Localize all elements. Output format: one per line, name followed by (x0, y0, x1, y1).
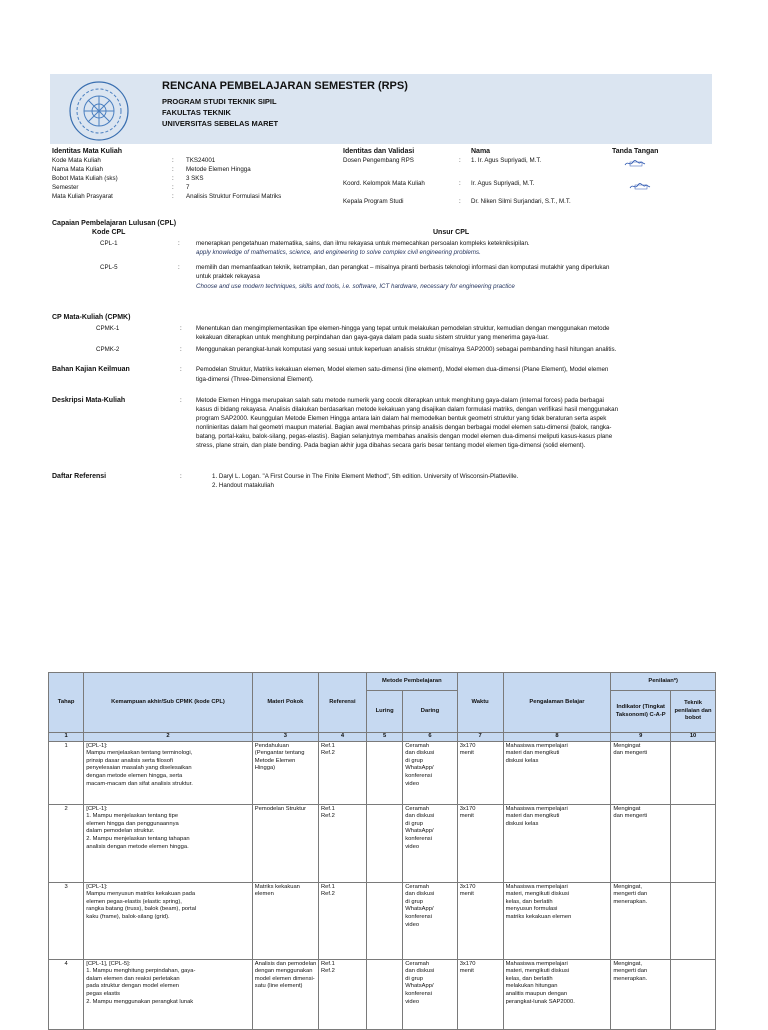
identity-value: Analisis Struktur Formulasi Matriks (186, 193, 282, 200)
cell-line: Ref.1 (320, 805, 335, 812)
cell-waktu (457, 741, 503, 804)
cell-line: WhatsApp/ (405, 906, 434, 913)
column-number: 2 (84, 733, 253, 742)
cell-line: konferensi (405, 835, 432, 842)
cell-line: 3x170 (459, 960, 476, 967)
referensi-item: 2. Handout matakuliah (212, 482, 274, 489)
header-waktu: Waktu (457, 673, 503, 733)
cell-line: menit (459, 968, 474, 975)
cell-line: Mampu menjelaskan tentang terminologi, (86, 750, 193, 757)
identity-label: Mata Kuliah Prasyarat (52, 193, 113, 200)
colon: : (180, 397, 182, 404)
referensi-item: 1. Daryl L. Logan. "A First Course in The Finite Element Method", 5th edition. University of Wisconsin-Platteville. (212, 473, 519, 480)
cell-line: dan diskusi (405, 891, 435, 898)
deskripsi-text: Metode Elemen Hingga merupakan salah satu metode numerik yang cocok diterapkan untuk menghitung gaya-dalam (internal forces) pada berbagai (196, 397, 604, 404)
deskripsi-heading: Deskripsi Mata-Kuliah (52, 397, 126, 404)
bahan-text: tiga-dimensi (Three-Dimensional Element). (196, 376, 314, 383)
cell-kemampuan (84, 959, 253, 1029)
program-name: PROGRAM STUDI TEKNIK SIPIL (162, 97, 277, 106)
cell-luring (366, 804, 402, 882)
table-row (49, 882, 716, 959)
cell-line: Ref.1 (320, 742, 335, 749)
cell-line: Metode Elemen (254, 757, 296, 764)
cell-kemampuan (84, 741, 253, 804)
validation-name: 1. Ir. Agus Supriyadi, M.T. (471, 157, 542, 164)
identity-value: TKS24001 (186, 157, 216, 164)
cell-pengalaman (503, 804, 611, 882)
cell-line: 3x170 (459, 742, 476, 749)
colon: : (172, 193, 174, 200)
cpl-text-en: apply knowledge of mathematics, science, and engineering to solve complex civil engineering problems. (196, 249, 481, 256)
signature-heading: Tanda Tangan (612, 148, 659, 155)
cell-line: 1. Mampu menghitung perpindahan, gaya- (86, 968, 196, 975)
cpmk-text: Menggunakan perangkat-lunak komputasi yang sesuai untuk keperluan analisis struktur (misalnya SAP2000) sebagai pembanding hasil hitungan analitis. (196, 346, 617, 353)
cell-line: Ref.2 (320, 891, 335, 898)
cell-line: [CPL-1], [CPL-5]: (86, 960, 131, 967)
header-teknik: Teknik penilaian dan bobot (671, 691, 716, 733)
cell-pengalaman (503, 959, 611, 1029)
cell-luring (366, 741, 402, 804)
cell-line: analisis dengan metode elemen hingga. (86, 843, 189, 850)
cell-line: Hingga) (254, 765, 276, 772)
cell-line: dan diskusi (405, 813, 435, 820)
cell-luring (366, 959, 402, 1029)
cell-line: dan mengerti (613, 750, 648, 757)
cell-teknik (671, 959, 716, 1029)
university-name: UNIVERSITAS SEBELAS MARET (162, 119, 279, 128)
cell-line: penyelesaian masalah yang diselesaikan (86, 765, 192, 772)
name-heading: Nama (471, 148, 491, 155)
column-number: 1 (49, 733, 84, 742)
header-materi: Materi Pokok (252, 673, 318, 733)
cell-line: mengerti dan (613, 891, 648, 898)
colon: : (172, 166, 174, 173)
cell-waktu (457, 959, 503, 1029)
cell-line: melakukan hitungan (505, 983, 558, 990)
cell-line: materi dan mengikuti (505, 813, 560, 820)
cell-waktu (457, 882, 503, 959)
cell-line: dan diskusi (405, 750, 435, 757)
colon: : (172, 175, 174, 182)
cell-materi (252, 959, 318, 1029)
column-number: 5 (366, 733, 402, 742)
identity-label: Kode Mata Kuliah (52, 157, 101, 164)
cell-line: video (405, 998, 420, 1005)
header-penilaian: Penilaian*) (611, 673, 716, 691)
cell-line: Mengingat, (613, 960, 643, 967)
cell-line: (Pengantar tentang (254, 750, 305, 757)
cell-line: mengerti dan (613, 968, 648, 975)
deskripsi-text: program SAP2000. Keunggulan Metode Elemen Hingga antara lain dalam hal memodelkan bentuk geometri struktur yang tidak beraturan serta aspek (196, 415, 607, 422)
validation-name: Ir. Agus Supriyadi, M.T. (471, 180, 535, 187)
cpmk-heading: CP Mata-Kuliah (CPMK) (52, 314, 131, 321)
cell-line: Ceramah (405, 883, 430, 890)
cell-line: materi, mengikuti diskusi (505, 891, 570, 898)
cell-line: Pemodelan Struktur (254, 805, 307, 812)
header-metode: Metode Pembelajaran (366, 673, 457, 691)
cell-line: satu (line element) (254, 983, 303, 990)
cell-tahap: 1 (49, 741, 84, 804)
cell-line: analitis maupun dengan (505, 990, 568, 997)
cell-line: Mengingat, (613, 883, 643, 890)
cell-line: dalam elemen dan reaksi perletakan (86, 975, 180, 982)
cell-line: Pendahuluan (254, 742, 289, 749)
signature-image (624, 155, 646, 173)
cpl-text-en: Choose and use modern techniques, skills and tools, i.e. software, ICT hardware, necessary for engineering practice (196, 283, 515, 290)
cell-line: Mengingat (613, 742, 641, 749)
cell-line: materi, mengikuti diskusi (505, 968, 570, 975)
cell-materi (252, 741, 318, 804)
column-number: 3 (252, 733, 318, 742)
cell-line: video (405, 843, 420, 850)
cell-line: Mahasiswa mempelajari (505, 805, 568, 812)
cell-line: materi dan mengikuti (505, 750, 560, 757)
cell-line: Mahasiswa mempelajari (505, 742, 568, 749)
cell-materi (252, 804, 318, 882)
identity-label: Semester (52, 184, 79, 191)
validation-name: Dr. Niken Silmi Surjandari, S.T., M.T. (471, 198, 571, 205)
cell-referensi (318, 741, 366, 804)
cell-line: video (405, 921, 420, 928)
cell-line: menit (459, 813, 474, 820)
cell-line: elemen pegas-elastis (elastic spring), (86, 898, 182, 905)
identity-heading: Identitas Mata Kuliah (52, 148, 123, 155)
cell-daring (403, 741, 457, 804)
colon: : (180, 325, 182, 332)
cell-line: menerapkan. (613, 898, 648, 905)
table-row (49, 741, 716, 804)
column-number: 6 (403, 733, 457, 742)
colon: : (172, 157, 174, 164)
cell-line: elemen (254, 891, 274, 898)
cell-line: video (405, 780, 420, 787)
column-number: 8 (503, 733, 611, 742)
learning-plan-table (48, 672, 716, 1030)
cell-line: Ref.2 (320, 968, 335, 975)
cell-line: [CPL-1]: (86, 742, 108, 749)
cell-tahap: 3 (49, 882, 84, 959)
cell-line: pegas elastis (86, 990, 121, 997)
colon: : (172, 184, 174, 191)
cell-teknik (671, 804, 716, 882)
cell-tahap: 2 (49, 804, 84, 882)
deskripsi-text: kasus di bidang rekayasa. Analisis dilakukan berdasarkan metode kekakuan yang disajikan dalam formulasi matriks, dengan verifikasi hasil menggunakan (196, 406, 619, 413)
cell-daring (403, 959, 457, 1029)
cell-line: Ref.1 (320, 960, 335, 967)
cell-materi (252, 882, 318, 959)
cell-daring (403, 804, 457, 882)
identity-value: Metode Elemen Hingga (186, 166, 251, 173)
cell-kemampuan (84, 804, 253, 882)
deskripsi-text: nonlinieritas dalam hal geometri maupun material. Bagian awal membahas prinsip analisis dengan berbagai model elemen satu-dimensi (balok, rangka- (196, 424, 612, 431)
cell-line: [CPL-1]: (86, 805, 108, 812)
validation-label: Koord. Kelompok Mata Kuliah (343, 180, 425, 187)
signature-image (629, 178, 651, 196)
cell-luring (366, 882, 402, 959)
cell-waktu (457, 804, 503, 882)
cell-line: 3x170 (459, 883, 476, 890)
header-pengalaman: Pengalaman Belajar (503, 673, 611, 733)
cell-line: kaku (frame), balok-silang (grid). (86, 913, 170, 920)
cell-line: di grup (405, 975, 423, 982)
cell-line: Mahasiswa mempelajari (505, 960, 568, 967)
referensi-heading: Daftar Referensi (52, 473, 107, 480)
bahan-text: Pemodelan Struktur, Matriks kekakuan elemen, Model elemen satu-dimensi (line element), Model elemen dua-dimensi (Plane Element), Model elemen (196, 366, 609, 373)
cell-line: menit (459, 750, 474, 757)
cpl-text: untuk praktek rekayasa (196, 273, 260, 280)
colon: : (178, 240, 180, 247)
cell-line: Mampu menyusun matriks kekakuan pada (86, 891, 196, 898)
cell-line: menerapkan. (613, 975, 648, 982)
column-number: 10 (671, 733, 716, 742)
column-number: 7 (457, 733, 503, 742)
cpl-unsur-heading: Unsur CPL (433, 229, 470, 236)
cpl-code: CPL-5 (100, 264, 118, 271)
cell-line: [CPL-1]: (86, 883, 108, 890)
cell-line: diskusi kelas (505, 757, 539, 764)
cpmk-text: Menentukan dan mengimplementasikan tipe elemen-hingga yang tepat untuk melakukan pemodelan struktur, kemudian dengan menggunakan metode (196, 325, 610, 332)
cell-line: dengan menggunakan (254, 968, 313, 975)
cell-teknik (671, 741, 716, 804)
cell-line: dan diskusi (405, 968, 435, 975)
cell-kemampuan (84, 882, 253, 959)
cell-line: 1. Mampu menjelaskan tentang tipe (86, 813, 179, 820)
cell-line: dalam pemodelan struktur. (86, 828, 155, 835)
cell-referensi (318, 959, 366, 1029)
validation-heading: Identitas dan Validasi (343, 148, 415, 155)
cpl-text: memilih dan memanfaatkan teknik, ketrampilan, dan perangkat – misalnya piranti berbasis teknologi informasi dan komputasi mutakhir yang diperlukan (196, 264, 610, 271)
deskripsi-text: batang, portal-kaku, balok-silang, pegas-elastis). Bagian selanjutnya membahas analisis dengan model elemen dua-dimensi meliputi kasus-kasus plane (196, 433, 613, 440)
cell-line: konferensi (405, 990, 432, 997)
cell-teknik (671, 882, 716, 959)
cell-line: di grup (405, 898, 423, 905)
cpmk-code: CPMK-1 (96, 325, 120, 332)
cell-line: konferensi (405, 913, 432, 920)
cpl-code-heading: Kode CPL (92, 229, 126, 236)
header-luring: Luring (366, 691, 402, 733)
cell-line: kelas, dan berlatih (505, 898, 553, 905)
cell-line: WhatsApp/ (405, 828, 434, 835)
cell-line: Ceramah (405, 742, 430, 749)
cell-line: Mengingat (613, 805, 641, 812)
cpl-heading: Capaian Pembelajaran Lulusan (CPL) (52, 220, 177, 227)
cell-indikator (611, 959, 671, 1029)
cell-line: pada struktur dengan model elemen (86, 983, 180, 990)
cell-line: prinsip dasar analisis serta filosofi (86, 757, 173, 764)
cell-line: di grup (405, 820, 423, 827)
table-row (49, 959, 716, 1029)
cpmk-code: CPMK-2 (96, 346, 120, 353)
cell-line: menit (459, 891, 474, 898)
cell-line: Ceramah (405, 805, 430, 812)
cell-line: Ref.2 (320, 813, 335, 820)
cell-line: Matriks kekakuan (254, 883, 300, 890)
colon: : (459, 180, 461, 187)
cell-referensi (318, 804, 366, 882)
cell-indikator (611, 741, 671, 804)
cell-line: kelas, dan berlatih (505, 975, 553, 982)
colon: : (459, 198, 461, 205)
cell-line: WhatsApp/ (405, 765, 434, 772)
colon: : (178, 264, 180, 271)
cell-line: model elemen dimensi- (254, 975, 315, 982)
identity-label: Nama Mata Kuliah (52, 166, 103, 173)
cell-line: menyusun formulasi (505, 906, 558, 913)
identity-label: Bobot Mata Kuliah (sks) (52, 175, 118, 182)
cell-line: Ref.1 (320, 883, 335, 890)
cell-line: rangka batang (truss), balok (beam), portal (86, 906, 197, 913)
cell-line: dengan metode elemen hingga, serta (86, 772, 183, 779)
table-body (49, 741, 716, 1029)
cell-line: konferensi (405, 772, 432, 779)
cell-pengalaman (503, 882, 611, 959)
header-tahap: Tahap (49, 673, 84, 733)
colon: : (180, 346, 182, 353)
column-number: 9 (611, 733, 671, 742)
cell-pengalaman (503, 741, 611, 804)
bahan-heading: Bahan Kajian Keilmuan (52, 366, 130, 373)
cell-daring (403, 882, 457, 959)
cell-line: WhatsApp/ (405, 983, 434, 990)
identity-value: 7 (186, 184, 190, 191)
cpl-code: CPL-1 (100, 240, 118, 247)
cell-tahap: 4 (49, 959, 84, 1029)
cpl-text: menerapkan pengetahuan matematika, sains, dan ilmu rekayasa untuk memecahkan persoalan kompleks ketekniksipilan. (196, 240, 530, 247)
cell-line: matriks kekakuan elemen (505, 913, 572, 920)
cell-indikator (611, 882, 671, 959)
colon: : (180, 473, 182, 480)
cell-line: dan mengerti (613, 813, 648, 820)
cell-line: 3x170 (459, 805, 476, 812)
cell-line: Ref.2 (320, 750, 335, 757)
header-kemampuan: Kemampuan akhir/Sub CPMK (kode CPL) (84, 673, 253, 733)
cell-line: 2. Mampu menjelaskan tentang tahapan (86, 835, 190, 842)
validation-label: Kepala Program Studi (343, 198, 404, 205)
cell-line: 2. Mampu menggunakan perangkat lunak (86, 998, 194, 1005)
cpmk-text: kekakuan diterapkan untuk menghitung perpindahan dan gaya-gaya dalam pada suatu sistem struktur yang menerima gaya-luar. (196, 334, 549, 341)
identity-value: 3 SKS (186, 175, 204, 182)
cell-line: perangkat-lunak SAP2000. (505, 998, 575, 1005)
colon: : (180, 366, 182, 373)
header-referensi: Referensi (318, 673, 366, 733)
validation-label: Dosen Pengembang RPS (343, 157, 414, 164)
cell-line: di grup (405, 757, 423, 764)
university-logo (68, 80, 130, 142)
cell-referensi (318, 882, 366, 959)
faculty-name: FAKULTAS TEKNIK (162, 108, 231, 117)
deskripsi-text: stress, plane strain, dan plate bending. Pada bagian akhir juga dibahas secara garis besar tentang model elemen tiga-dimensi (solid element). (196, 442, 586, 449)
cell-line: diskusi kelas (505, 820, 539, 827)
header-daring: Daring (403, 691, 457, 733)
column-number: 4 (318, 733, 366, 742)
cell-line: elemen hingga dan penggunaannya (86, 820, 179, 827)
cell-indikator (611, 804, 671, 882)
cell-line: Ceramah (405, 960, 430, 967)
header-indikator: Indikator (Tingkat Taksonomi) C-A-P (611, 691, 671, 733)
table-row (49, 804, 716, 882)
document-title: RENCANA PEMBELAJARAN SEMESTER (RPS) (162, 80, 408, 92)
cell-line: Mahasiswa mempelajari (505, 883, 568, 890)
colon: : (459, 157, 461, 164)
cell-line: macam-macam dan sifat analisis struktur. (86, 780, 193, 787)
cell-line: Analisis dan pemodelan (254, 960, 317, 967)
